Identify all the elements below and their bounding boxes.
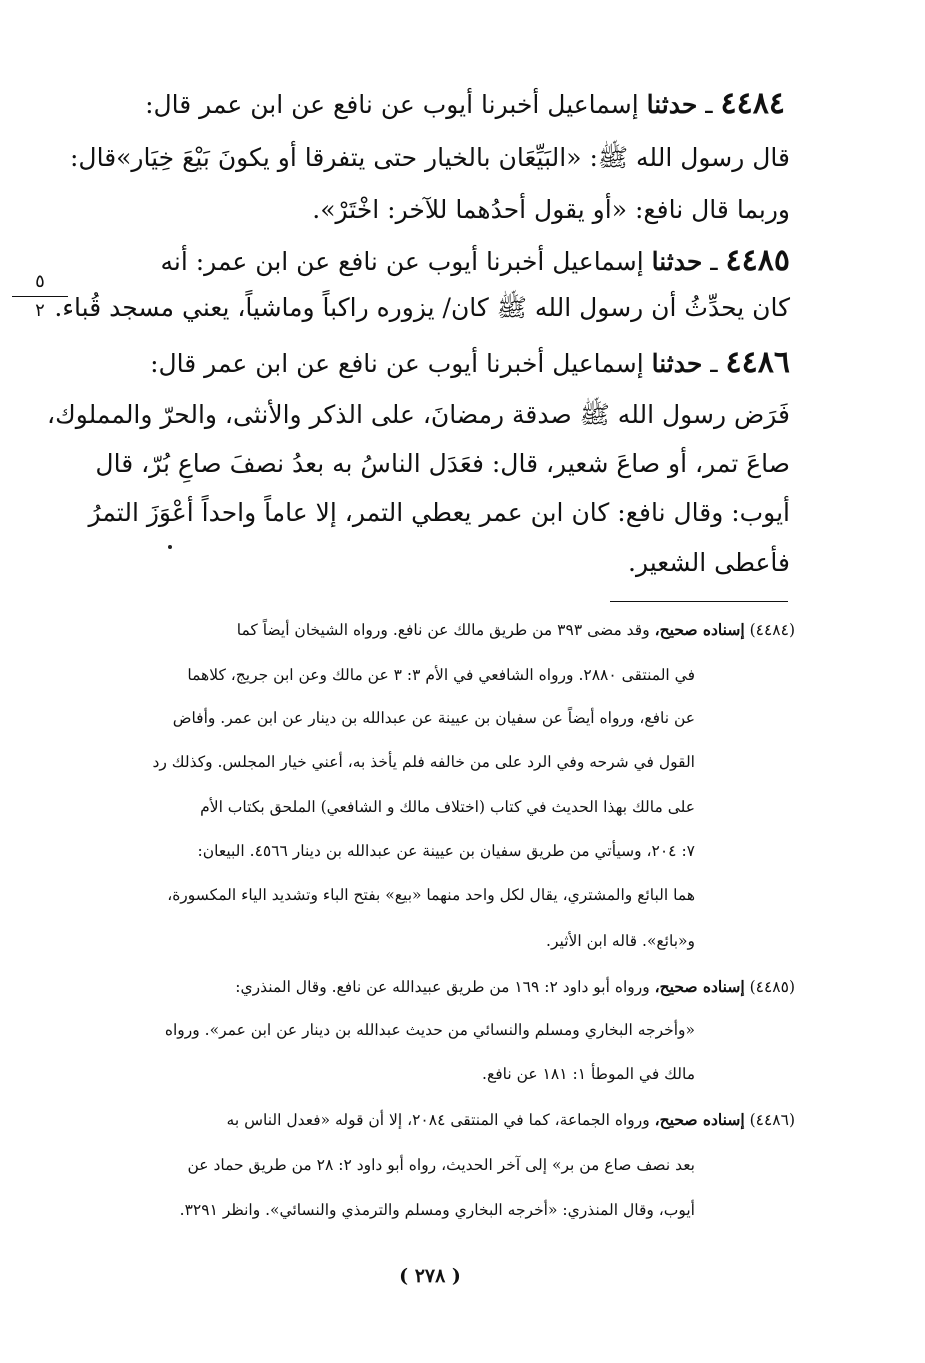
footnote-ref: (٤٤٨٥)	[749, 978, 795, 996]
hadith-number: ٤٤٨٤	[720, 86, 785, 121]
hadith-head: حدثنا	[651, 349, 703, 378]
hadith-4485-line-2: كان يحدِّثُ أن رسول الله ﷺ كان/ يزوره راكباً وماشياً، يعني مسجد قُباء.	[54, 293, 790, 322]
footnote-4486-line-1: (٤٤٨٦) إسناده صحيح، ورواه الجماعة، كما في المنتقى ٢٠٨٤، إلا أن قوله «فعدل الناس به	[226, 1110, 795, 1129]
hadith-4485-line-1: ٤٤٨٥ ـ حدثنا إسماعيل أخبرنا أيوب عن نافع عن ابن عمر: أنه	[160, 243, 790, 278]
footnote-4484-line-1: (٤٤٨٤) إسناده صحيح، وقد مضى ٣٩٣ من طريق مالك عن نافع. ورواه الشيخان أيضاً كما	[236, 620, 795, 639]
hadith-4486-line-4: أيوب: وقال نافع: كان ابن عمر يعطي التمر، إلا عاماً واحداً أعْوَزَ التمرُ	[88, 498, 790, 527]
margin-note-bottom: ٢	[35, 300, 45, 321]
footnote-4484-line-5: على مالك بهذا الحديث في كتاب (اختلاف مالك و الشافعي) الملحق بكتاب الأم	[200, 798, 695, 816]
footnote-4484-line-4: القول في شرحه وفي الرد على من خالفه فلم يأخذ به، أعني خيار المجلس. وكذلك رد	[152, 753, 695, 771]
hadith-number: ٤٤٨٥	[725, 243, 790, 278]
footnote-separator	[610, 601, 788, 602]
footnote-4484-line-8: و«بائع». قاله ابن الأثير.	[546, 932, 695, 950]
hadith-number: ٤٤٨٦	[725, 345, 790, 380]
hadith-head: حدثنا	[646, 90, 698, 119]
hadith-4486-line-1: ٤٤٨٦ ـ حدثنا إسماعيل أخبرنا أيوب عن نافع عن ابن عمر قال:	[150, 345, 790, 380]
footnote-4485-line-2: «وأخرجه البخاري ومسلم والنسائي من حديث عبدالله بن دينار عن ابن عمر». ورواه	[164, 1021, 695, 1039]
hadith-4486-line-5: فأعطى الشعير.	[628, 548, 790, 577]
footnote-4486-line-2: بعد نصف صاع من بر» إلى آخر الحديث، رواه أبو داود ٢: ٢٨ من طريق حماد عن	[187, 1156, 695, 1174]
footnote-4484-line-3: عن نافع، ورواه أيضاً عن سفيان بن عيينة عن عبدالله بن دينار عن ابن عمر. وأفاض	[172, 709, 695, 727]
hadith-head: حدثنا	[651, 247, 703, 276]
footnote-4484-line-2: في المنتقى ٢٨٨٠. ورواه الشافعي في الأم ٣: ٣ عن مالك وعن ابن جريج، كلاهما	[187, 666, 695, 684]
footnote-4485-line-3: مالك في الموطأ ١: ١٨١ عن نافع.	[482, 1065, 695, 1083]
page-number: ( ٢٧٨ )	[399, 1265, 461, 1287]
footnote-4486-line-3: أيوب، وقال المنذري: «أخرجه البخاري ومسلم والترمذي والنسائي». وانظر ٣٢٩١.	[179, 1201, 695, 1219]
footnote-4485-line-1: (٤٤٨٥) إسناده صحيح، ورواه أبو داود ٢: ١٦٩ من طريق عبيدالله عن نافع. وقال المنذري:	[235, 977, 795, 996]
hadith-4486-line-2: فَرَض رسول الله ﷺ صدقة رمضانَ، على الذكر والأنثى، والحرّ والمملوك،	[47, 400, 790, 429]
footnote-ref: (٤٤٨٦)	[749, 1111, 795, 1129]
footnote-ref: (٤٤٨٤)	[749, 621, 795, 639]
margin-note-top: ٥	[35, 271, 45, 292]
hadith-4486-line-3: صاعَ تمر، أو صاعَ شعير، قال: فعَدَل الناسُ به بعدُ نصفَ صاعِ بُرّ، قال	[95, 449, 790, 478]
margin-note-divider	[12, 296, 68, 297]
hadith-4484-line-1: ٤٤٨٤ ـ حدثنا إسماعيل أخبرنا أيوب عن نافع عن ابن عمر قال:	[145, 86, 785, 121]
hadith-4484-line-3: وربما قال نافع: «أو يقول أحدُهما للآخر: اخْتَرْ».	[312, 195, 790, 224]
footnote-4484-line-6: ٧: ٢٠٤، وسيأتي من طريق سفيان بن عيينة عن عبدالله بن دينار ٤٥٦٦. البيعان:	[197, 842, 695, 860]
ink-dot	[168, 545, 172, 549]
footnote-4484-line-7: هما البائع والمشتري، يقال لكل واحد منهما «بيع» بفتح الباء وتشديد الياء المكسورة،	[167, 886, 695, 904]
hadith-4484-line-2: قال رسول الله ﷺ: «البَيِّعَان بالخيار حتى يتفرقا أو يكونَ بَيْعَ خِيَار»قال:	[69, 143, 790, 172]
margin-note	[10, 272, 70, 321]
